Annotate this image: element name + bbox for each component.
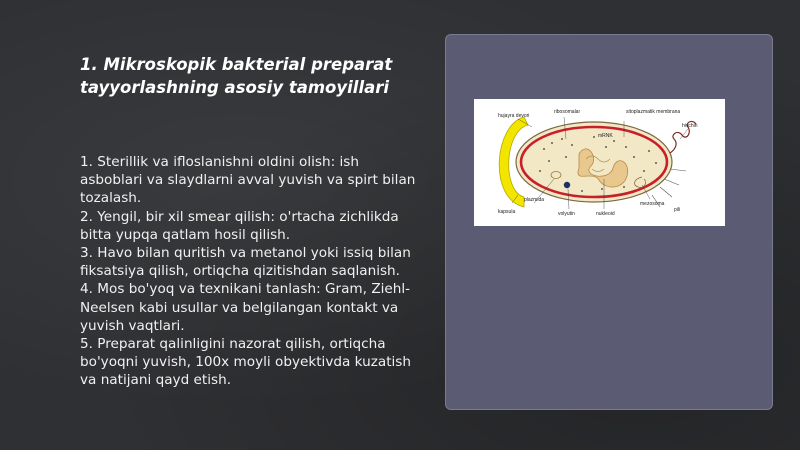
list-item: 1. Sterillik va ifloslanishni oldini olish: ish asboblari va slaydlarni avval yuvish va spirt bilan tozalash. <box>80 154 416 207</box>
label-mrna: mRNK <box>598 133 613 139</box>
label-mesosome: mezosoma <box>640 201 665 207</box>
label-capsule: kapsula <box>498 209 516 215</box>
label-volutin: volyutin <box>558 211 575 217</box>
label-flagellum: hivchin <box>682 123 698 129</box>
cell-wall-shape <box>516 122 672 202</box>
label-cell-wall: hujayra devori <box>498 113 530 119</box>
label-cytoplasmic-membrane: sitoplazmatik membrana <box>626 109 681 115</box>
label-plasmid: plazmida <box>524 197 545 203</box>
principles-list <box>80 153 425 390</box>
slide-title: 1. Mikroskopik bakterial preparat tayyorlashning asosiy tamoyillari <box>80 55 393 97</box>
label-pili: pili <box>674 207 681 213</box>
list-item: 2. Yengil, bir xil smear qilish: o'rtacha zichlikda bitta yupqa qatlam hosil qilish. <box>80 208 399 243</box>
bacterial-cell-svg <box>474 99 725 226</box>
label-nucleoid: nukleoid <box>596 211 615 217</box>
list-item: 5. Preparat qalinligini nazorat qilish, ortiqcha bo'yoqni yuvish, 100x moyli obyektivda kuzatish va natijani qayd etish. <box>80 336 411 389</box>
list-item: 4. Mos bo'yoq va texnikani tanlash: Gram, Ziehl-Neelsen kabi usullar va belgilangan kontakt va yuvish vaqtlari. <box>80 281 411 334</box>
volutin-granule <box>564 182 570 188</box>
list-item: 3. Havo bilan quritish va metanol yoki issiq bilan fiksatsiya qilish, ortiqcha qizitishdan saqlanish. <box>80 245 411 280</box>
bacterial-cell-diagram <box>474 99 725 226</box>
label-ribosomes: ribosomalar <box>554 109 581 115</box>
